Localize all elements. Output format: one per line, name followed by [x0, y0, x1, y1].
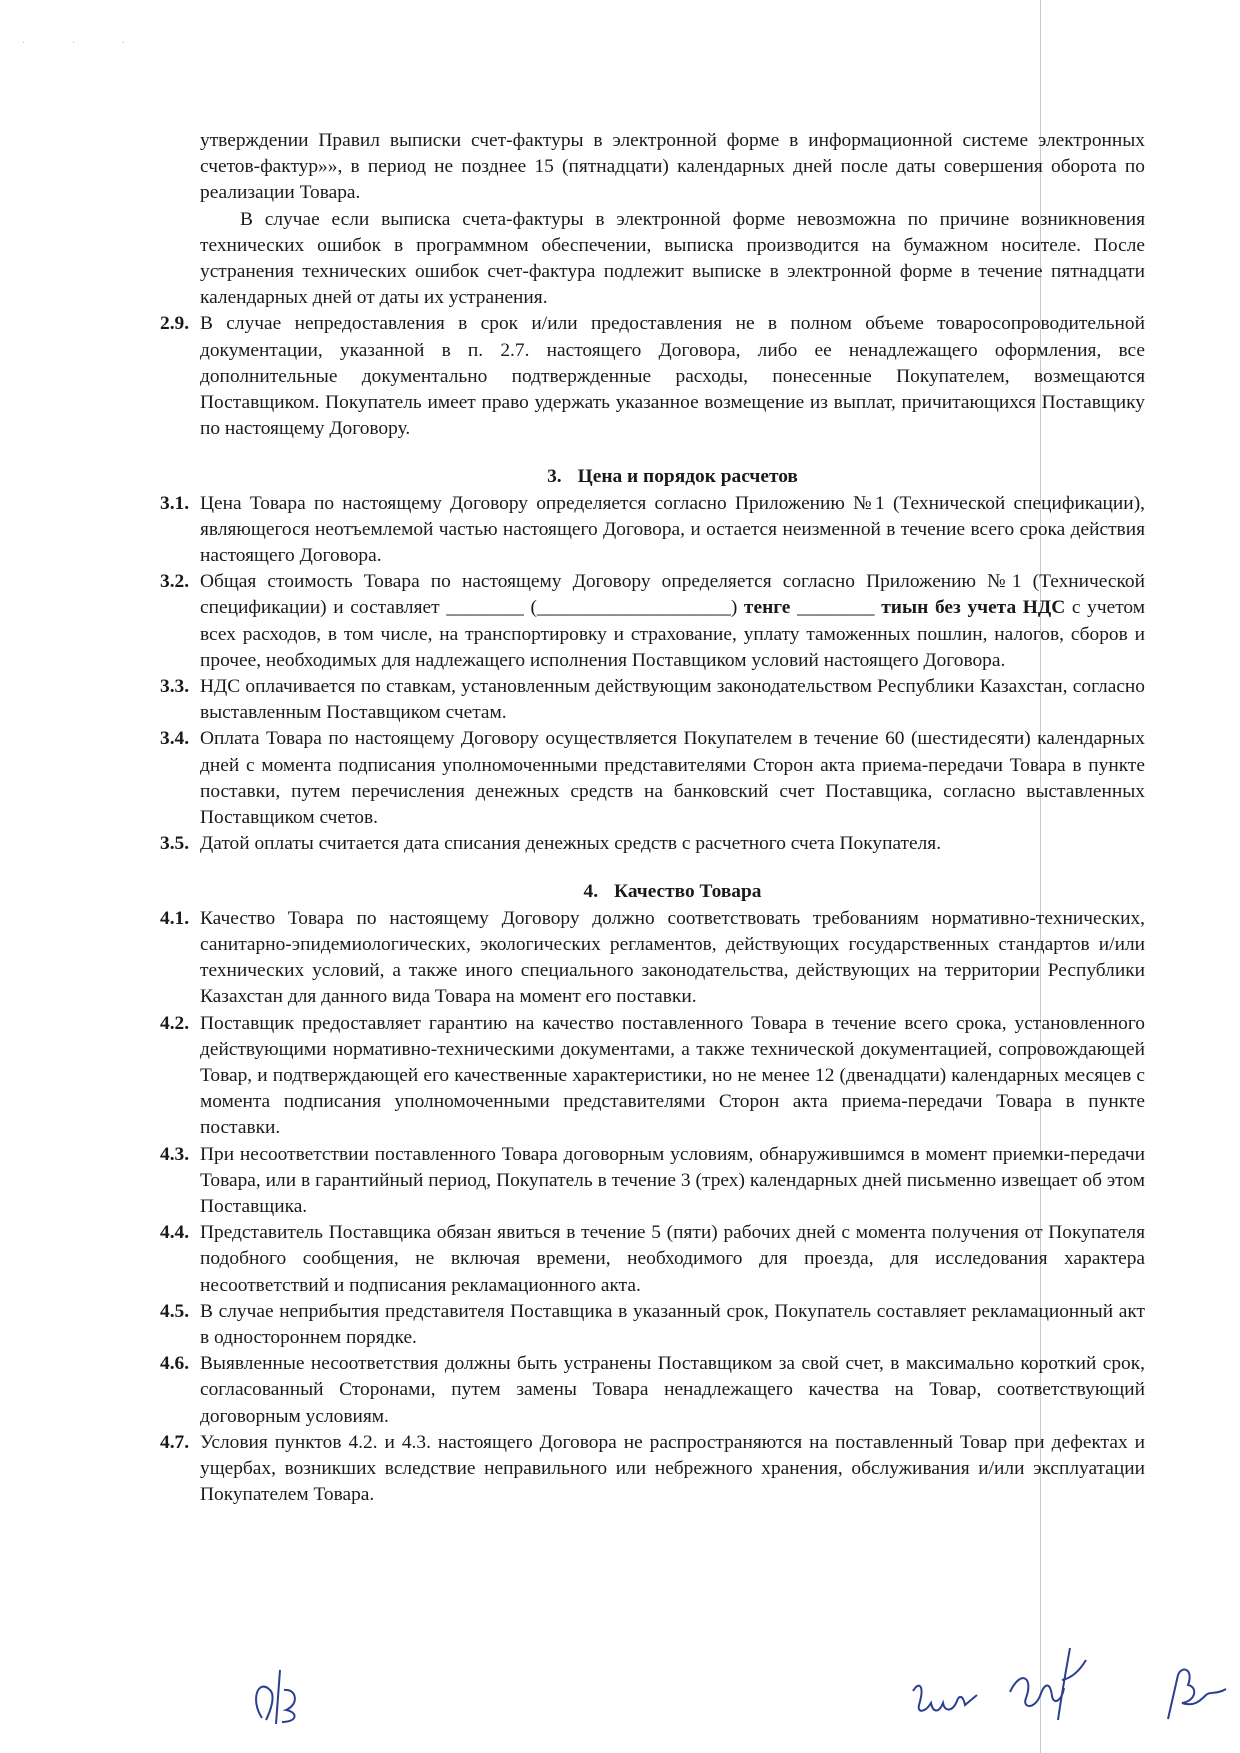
clause-number: 3.3.: [160, 676, 190, 698]
section-title: Качество Товара: [614, 881, 762, 903]
signature-initials-3: [1160, 1655, 1235, 1725]
clause-number: 3.4.: [160, 728, 190, 750]
clause-text: Качество Товара по настоящему Договору должно соответствовать требованиям нормативно-технических, санитарно-эпидемиологических, экологических регламентов, действующих государственных стандартов и/или технических условий, а также иного специального законодательства, действующих на территории Республики Казахстан для данного вида Товара на момент его поставки.: [200, 907, 1145, 1008]
clause-text: В случае непредоставления в срок и/или предоставления не в полном объеме товаросопроводительной документации, указанной в п. 2.7. настоящего Договора, либо ее ненадлежащего оформления, все дополнительные документально подтвержденные расходы, понесенные Покупателем, возмещаются Поставщиком. Покупатель имеет право удержать указанное возмещение из выплат, причитающихся Поставщику по настоящему Договору.: [200, 313, 1145, 440]
clause-number: 3.2.: [160, 571, 190, 593]
intro-continuation: утверждении Правил выписки счет-фактуры в электронной форме в информационной системе электронных счетов-фактур»», в период не позднее 15 (пятнадцати) календарных дней после даты совершения оборота по реализации Товара.: [200, 130, 1145, 204]
clause-3-2: [160, 569, 1145, 674]
clause-number: 4.4.: [160, 1222, 190, 1244]
clause-4-7: [160, 1430, 1145, 1509]
clause-4-1: [160, 906, 1145, 1011]
clause-3-3: [160, 674, 1145, 726]
clause-4-6: [160, 1351, 1145, 1430]
section-number: 3.: [547, 466, 562, 488]
clause-text: Поставщик предоставляет гарантию на качество поставленного Товара в течение всего срока, установленного действующими нормативно-техническими документами, а также технической документацией, сопровождающей Товар, и подтверждающей его качественные характеристики, но не менее 12 (двенадцати) календарных месяцев с момента подписания уполномоченными представителями Сторон акта приема-передачи Товара в пункте поставки.: [200, 1012, 1145, 1139]
clause-number: 4.7.: [160, 1431, 190, 1453]
clause-text: [200, 569, 1145, 674]
scan-specks: · · ·: [22, 38, 147, 49]
signature-initials-1: [905, 1655, 985, 1725]
clause-number: 4.2.: [160, 1012, 190, 1034]
section-title: Цена и порядок расчетов: [577, 466, 798, 488]
clause-number: 2.9.: [160, 313, 190, 335]
signature-initials-2: [1000, 1640, 1100, 1725]
clause-4-2: [160, 1011, 1145, 1142]
blank-field: ________: [797, 597, 875, 619]
clause-number: 3.1.: [160, 492, 190, 514]
clause-3-4: [160, 726, 1145, 831]
clause-number: 4.1.: [160, 907, 190, 929]
clause-text: НДС оплачивается по ставкам, установленным действующим законодательством Республики Казахстан, согласно выставленным Поставщиком счетам.: [200, 676, 1145, 724]
clause-text: Представитель Поставщика обязан явиться в течение 5 (пяти) рабочих дней с момента получения от Покупателя подобного сообщения, не включая времени, необходимого для проезда, для исследования характера несоответствий и подписания рекламационного акта.: [200, 1222, 1145, 1296]
clause-text: В случае неприбытия представителя Поставщика в указанный срок, Покупатель составляет рекламационный акт в одностороннем порядке.: [200, 1300, 1145, 1348]
clause-text: Условия пунктов 4.2. и 4.3. настоящего Договора не распространяются на поставленный Товар при дефектах и ущербах, возникших вследствие неправильного или небрежного хранения, обслуживания и/или эксплуатации Покупателем Товара.: [200, 1431, 1145, 1506]
clause-3-1: [160, 491, 1145, 570]
currency-label: тенге: [737, 597, 798, 619]
clause-4-4: [160, 1220, 1145, 1299]
contract-text: [160, 128, 1145, 1508]
clause-number: 4.6.: [160, 1353, 190, 1375]
intro-note: В случае если выписка счета-фактуры в электронной форме невозможна по причине возникновения технических ошибок в программном обеспечении, выписка производится на бумажном носителе. После устранения технических ошибок счет-фактура подлежит выписке в электронной форме в течение пятнадцати календарных дней от даты их устранения.: [200, 208, 1145, 309]
signature-initials-left: [240, 1660, 320, 1730]
clause-text-part: с учетом всех расходов, в том числе, на транспортировку и страхование, уплату таможенных пошлин, налогов, сборов и прочее, необходимых для надлежащего исполнения Поставщиком условий настоящего Договора.: [200, 597, 1146, 671]
clause-text-part: Общая стоимость Товара по настоящему Договору определяется согласно Приложению №1 (Технической спецификации) и составляет ________ (____________________): [200, 571, 1145, 619]
clause-number: 4.3.: [160, 1143, 190, 1165]
section-number: 4.: [583, 881, 599, 903]
section-3-heading: [160, 464, 1145, 490]
clause-4-3: [160, 1142, 1145, 1221]
clause-number: 3.5.: [160, 833, 190, 855]
clause-text: При несоответствии поставленного Товара договорным условиям, обнаружившимся в момент приемки-передачи Товара, или в гарантийный период, Покупатель в течение 3 (трех) календарных дней письменно извещает об этом Поставщика.: [200, 1143, 1145, 1217]
clause-text: Выявленные несоответствия должны быть устранены Поставщиком за свой счет, в максимально короткий срок, согласованный Сторонами, путем замены Товара ненадлежащего качества на Товар, соответствующий договорным условиям.: [200, 1353, 1145, 1427]
clause-3-5: [160, 831, 1145, 857]
clause-4-5: [160, 1299, 1145, 1351]
clause-number: 4.5.: [160, 1300, 190, 1322]
clause-text: Датой оплаты считается дата списания денежных средств с расчетного счета Покупателя.: [200, 833, 942, 855]
clause-2-9: [160, 311, 1145, 442]
clause-text: Цена Товара по настоящему Договору определяется согласно Приложению №1 (Технической спецификации), являющегося неотъемлемой частью настоящего Договора, и остается неизменной в течение всего срока действия настоящего Договора.: [200, 492, 1145, 567]
vat-note: тиын без учета НДС: [881, 597, 1066, 619]
clause-text: Оплата Товара по настоящему Договору осуществляется Покупателем в течение 60 (шестидесяти) календарных дней с момента подписания уполномоченными представителями Сторон акта приема-передачи Товара в пункте поставки, путем перечисления денежных средств на банковский счет Поставщика, согласно выставленных Поставщиком счетов.: [200, 728, 1145, 829]
section-4-heading: [160, 879, 1145, 905]
